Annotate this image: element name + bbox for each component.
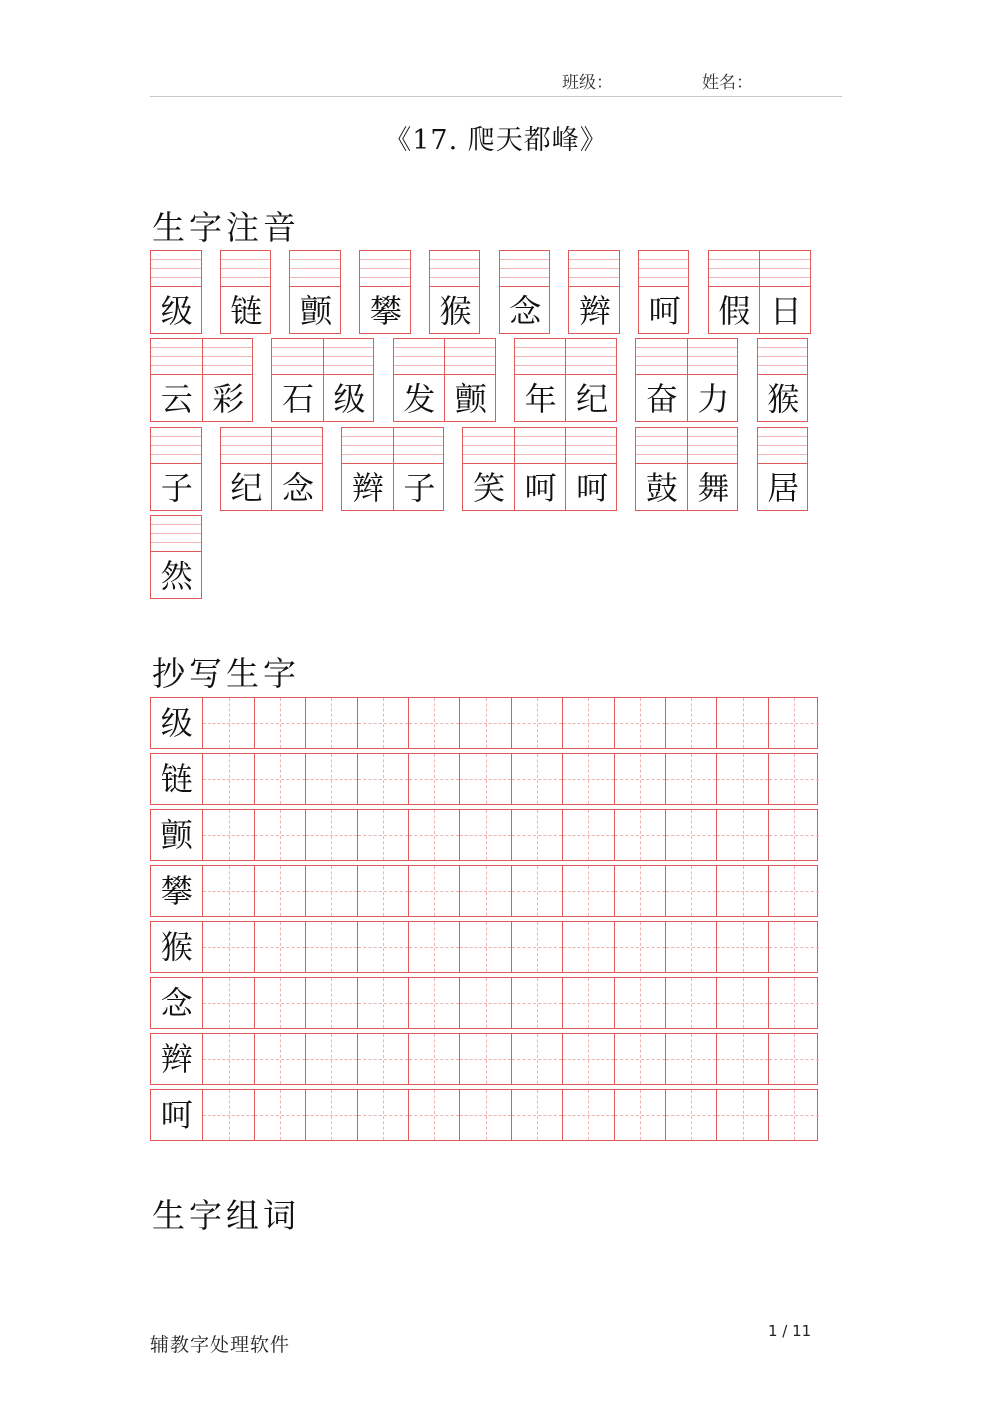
pinyin-box[interactable]: [289, 250, 341, 334]
practice-cell[interactable]: [614, 866, 665, 916]
guide-line-horizontal: [769, 1003, 819, 1004]
practice-cell[interactable]: [768, 754, 819, 804]
pinyin-box[interactable]: [150, 250, 202, 334]
practice-cell[interactable]: [459, 978, 510, 1028]
practice-cell[interactable]: [768, 1034, 819, 1084]
guide-line-horizontal: [512, 1059, 562, 1060]
guide-line-horizontal: [203, 1003, 253, 1004]
pinyin-box[interactable]: [757, 338, 809, 422]
hanzi-character: 级: [160, 704, 193, 742]
practice-cell[interactable]: [408, 810, 459, 860]
guide-line-horizontal: [512, 779, 562, 780]
guide-line-horizontal: [306, 835, 356, 836]
hanzi-character: 链: [230, 292, 263, 330]
pinyin-writing-lines[interactable]: [360, 251, 410, 287]
practice-cell[interactable]: [202, 698, 253, 748]
guide-line-horizontal: [563, 835, 613, 836]
practice-cell[interactable]: [511, 866, 562, 916]
practice-cell[interactable]: [357, 922, 408, 972]
practice-cell[interactable]: [202, 922, 253, 972]
guide-line-horizontal: [512, 835, 562, 836]
guide-line-horizontal: [717, 835, 767, 836]
practice-cell[interactable]: [665, 698, 716, 748]
hanzi-character: 颤: [300, 292, 333, 330]
pinyin-box[interactable]: [359, 250, 411, 334]
guide-line-horizontal: [358, 779, 408, 780]
guide-line-horizontal: [615, 779, 665, 780]
hanzi-character: 级: [333, 380, 366, 418]
guide-line-horizontal: [306, 891, 356, 892]
guide-line-horizontal: [203, 835, 253, 836]
guide-line-horizontal: [666, 779, 716, 780]
guide-line-horizontal: [717, 1003, 767, 1004]
guide-line-horizontal: [255, 835, 305, 836]
guide-line-horizontal: [769, 1115, 819, 1116]
guide-line-horizontal: [769, 723, 819, 724]
guide-line-horizontal: [563, 1003, 613, 1004]
practice-cell[interactable]: [614, 810, 665, 860]
practice-cell[interactable]: [408, 698, 459, 748]
practice-cell[interactable]: [254, 922, 305, 972]
guide-line-horizontal: [409, 1115, 459, 1116]
practice-cell[interactable]: [768, 810, 819, 860]
practice-cell[interactable]: [716, 922, 767, 972]
guide-line-horizontal: [306, 723, 356, 724]
guide-line-horizontal: [306, 1003, 356, 1004]
guide-line-horizontal: [460, 1059, 510, 1060]
guide-line-horizontal: [769, 779, 819, 780]
footer-page-number: 1 / 11: [768, 1322, 812, 1340]
practice-cell[interactable]: [562, 810, 613, 860]
guide-line-horizontal: [203, 1115, 253, 1116]
practice-cell[interactable]: [459, 698, 510, 748]
model-character-cell: [151, 754, 202, 804]
pinyin-writing-lines[interactable]: [151, 516, 201, 552]
guide-line-horizontal: [203, 891, 253, 892]
practice-cell[interactable]: [408, 1090, 459, 1140]
pinyin-box[interactable]: [220, 427, 323, 511]
hanzi-character: 云: [160, 380, 193, 418]
hanzi-character: 彩: [212, 380, 245, 418]
practice-cell[interactable]: [562, 922, 613, 972]
hanzi-character: 级: [160, 292, 193, 330]
practice-cell[interactable]: [357, 810, 408, 860]
guide-line-horizontal: [255, 1115, 305, 1116]
practice-cell[interactable]: [202, 1034, 253, 1084]
hanzi-character: 舞: [697, 469, 730, 507]
guide-line-horizontal: [306, 1059, 356, 1060]
hanzi-character: 攀: [369, 292, 402, 330]
practice-cell[interactable]: [357, 1034, 408, 1084]
practice-cell[interactable]: [305, 866, 356, 916]
practice-cell[interactable]: [202, 978, 253, 1028]
practice-cell[interactable]: [716, 866, 767, 916]
pinyin-box[interactable]: [150, 338, 253, 422]
guide-line-horizontal: [615, 891, 665, 892]
pinyin-writing-lines[interactable]: [500, 251, 550, 287]
practice-cell[interactable]: [357, 1090, 408, 1140]
hanzi-character: 辫: [351, 469, 384, 507]
practice-cell[interactable]: [202, 810, 253, 860]
guide-line-horizontal: [563, 947, 613, 948]
practice-cell[interactable]: [511, 922, 562, 972]
practice-cell[interactable]: [254, 698, 305, 748]
guide-line-horizontal: [306, 779, 356, 780]
practice-cell[interactable]: [202, 1090, 253, 1140]
practice-cell[interactable]: [408, 978, 459, 1028]
guide-line-horizontal: [358, 1115, 408, 1116]
pinyin-writing-lines[interactable]: [639, 251, 689, 287]
practice-cell[interactable]: [665, 754, 716, 804]
practice-row: [150, 697, 818, 749]
practice-cell[interactable]: [357, 978, 408, 1028]
practice-cell[interactable]: [716, 754, 767, 804]
guide-line-horizontal: [615, 835, 665, 836]
guide-line-horizontal: [460, 891, 510, 892]
hanzi-character: 呵: [648, 292, 681, 330]
practice-cell[interactable]: [408, 866, 459, 916]
pinyin-writing-lines[interactable]: [430, 251, 480, 287]
pinyin-writing-lines[interactable]: [151, 251, 201, 287]
hanzi-character: 发: [403, 380, 436, 418]
guide-line-horizontal: [460, 723, 510, 724]
page-title: 《17. 爬天都峰》: [384, 125, 608, 156]
guide-line-horizontal: [203, 779, 253, 780]
model-character-cell: [151, 810, 202, 860]
pinyin-box[interactable]: [429, 250, 481, 334]
hanzi-character: 攀: [160, 872, 193, 910]
section-title-words: 生字组词: [152, 1196, 300, 1235]
guide-line-horizontal: [666, 835, 716, 836]
pinyin-writing-lines[interactable]: [758, 428, 808, 464]
hanzi-character: 纪: [576, 380, 609, 418]
pinyin-box[interactable]: [499, 250, 551, 334]
hanzi-character: 子: [160, 469, 193, 507]
practice-cell[interactable]: [357, 754, 408, 804]
guide-line-horizontal: [666, 1003, 716, 1004]
pinyin-box[interactable]: [635, 338, 738, 422]
pinyin-box[interactable]: [757, 427, 809, 511]
practice-row: [150, 1033, 818, 1085]
guide-line-horizontal: [358, 835, 408, 836]
pinyin-writing-lines[interactable]: [221, 251, 271, 287]
practice-cell[interactable]: [665, 978, 716, 1028]
practice-cell[interactable]: [305, 1090, 356, 1140]
hanzi-character: 石: [282, 380, 315, 418]
guide-line-horizontal: [409, 835, 459, 836]
model-character-cell: [151, 698, 202, 748]
guide-line-horizontal: [255, 947, 305, 948]
guide-line-horizontal: [615, 723, 665, 724]
pinyin-box[interactable]: [514, 338, 617, 422]
guide-line-horizontal: [615, 1115, 665, 1116]
guide-line-horizontal: [717, 723, 767, 724]
hanzi-character: 笑: [473, 469, 506, 507]
pinyin-writing-lines[interactable]: [758, 339, 808, 375]
guide-line-horizontal: [512, 947, 562, 948]
practice-cell[interactable]: [305, 698, 356, 748]
hanzi-character: 日: [769, 292, 802, 330]
hanzi-character: 猴: [767, 380, 800, 418]
pinyin-box[interactable]: [635, 427, 738, 511]
guide-line-horizontal: [666, 891, 716, 892]
guide-line-horizontal: [615, 947, 665, 948]
guide-line-horizontal: [409, 779, 459, 780]
pinyin-box[interactable]: [393, 338, 496, 422]
footer-software: 辅教字处理软件: [150, 1334, 291, 1356]
guide-line-horizontal: [255, 723, 305, 724]
practice-cell[interactable]: [305, 922, 356, 972]
guide-line-horizontal: [409, 947, 459, 948]
practice-cell[interactable]: [254, 810, 305, 860]
practice-cell[interactable]: [562, 754, 613, 804]
practice-row: [150, 753, 818, 805]
practice-cell[interactable]: [254, 1090, 305, 1140]
practice-cell[interactable]: [459, 754, 510, 804]
pinyin-writing-lines[interactable]: [151, 428, 201, 464]
guide-line-horizontal: [358, 891, 408, 892]
guide-line-horizontal: [717, 779, 767, 780]
guide-line-horizontal: [255, 1059, 305, 1060]
practice-cell[interactable]: [562, 1034, 613, 1084]
hanzi-character: 子: [403, 469, 436, 507]
guide-line-horizontal: [563, 723, 613, 724]
guide-line-horizontal: [717, 891, 767, 892]
practice-cell[interactable]: [614, 1090, 665, 1140]
guide-line-horizontal: [666, 1115, 716, 1116]
hanzi-character: 猴: [160, 928, 193, 966]
practice-cell[interactable]: [562, 1090, 613, 1140]
guide-line-horizontal: [769, 1059, 819, 1060]
practice-cell[interactable]: [665, 810, 716, 860]
pinyin-box[interactable]: [638, 250, 690, 334]
guide-line-horizontal: [409, 891, 459, 892]
guide-line-horizontal: [358, 723, 408, 724]
guide-line-horizontal: [255, 779, 305, 780]
practice-cell[interactable]: [202, 866, 253, 916]
practice-row: [150, 977, 818, 1029]
class-label: 班级：: [562, 73, 613, 93]
practice-row: [150, 865, 818, 917]
section-title-copy: 抄写生字: [152, 654, 300, 693]
hanzi-character: 鼓: [645, 469, 678, 507]
hanzi-character: 辫: [578, 292, 611, 330]
pinyin-box[interactable]: [150, 515, 202, 599]
practice-cell[interactable]: [511, 754, 562, 804]
guide-line-horizontal: [615, 1003, 665, 1004]
pinyin-box[interactable]: [220, 250, 272, 334]
hanzi-character: 呵: [160, 1096, 193, 1134]
hanzi-character: 呵: [524, 469, 557, 507]
practice-cell[interactable]: [768, 866, 819, 916]
hanzi-character: 然: [160, 557, 193, 595]
guide-line-horizontal: [306, 947, 356, 948]
pinyin-box[interactable]: [341, 427, 444, 511]
practice-cell[interactable]: [408, 754, 459, 804]
guide-line-horizontal: [666, 947, 716, 948]
practice-cell[interactable]: [614, 1034, 665, 1084]
pinyin-box[interactable]: [271, 338, 374, 422]
hanzi-character: 呵: [576, 469, 609, 507]
guide-line-horizontal: [512, 723, 562, 724]
pinyin-writing-lines[interactable]: [463, 428, 616, 464]
practice-cell[interactable]: [562, 866, 613, 916]
hanzi-character: 颤: [160, 816, 193, 854]
practice-cell[interactable]: [305, 1034, 356, 1084]
guide-line-horizontal: [460, 1115, 510, 1116]
guide-line-horizontal: [460, 779, 510, 780]
guide-line-horizontal: [409, 1059, 459, 1060]
guide-line-horizontal: [255, 891, 305, 892]
model-character-cell: [151, 866, 202, 916]
hanzi-character: 年: [524, 380, 557, 418]
guide-line-horizontal: [255, 1003, 305, 1004]
guide-line-horizontal: [563, 779, 613, 780]
guide-line-horizontal: [460, 947, 510, 948]
practice-cell[interactable]: [254, 1034, 305, 1084]
hanzi-character: 力: [697, 380, 730, 418]
practice-cell[interactable]: [408, 922, 459, 972]
hanzi-character: 纪: [230, 469, 263, 507]
pinyin-writing-lines[interactable]: [290, 251, 340, 287]
practice-cell[interactable]: [716, 978, 767, 1028]
guide-line-horizontal: [769, 947, 819, 948]
pinyin-box[interactable]: [568, 250, 620, 334]
practice-cell[interactable]: [716, 1034, 767, 1084]
pinyin-writing-lines[interactable]: [569, 251, 619, 287]
guide-line-horizontal: [717, 947, 767, 948]
guide-line-horizontal: [563, 1059, 613, 1060]
practice-cell[interactable]: [459, 1090, 510, 1140]
guide-line-horizontal: [358, 1059, 408, 1060]
practice-cell[interactable]: [768, 922, 819, 972]
header-divider: [150, 96, 842, 97]
practice-cell[interactable]: [254, 978, 305, 1028]
hanzi-character: 颤: [454, 380, 487, 418]
guide-line-horizontal: [203, 723, 253, 724]
name-label: 姓名：: [702, 73, 753, 93]
pinyin-box[interactable]: [150, 427, 202, 511]
practice-cell[interactable]: [459, 866, 510, 916]
pinyin-box[interactable]: [708, 250, 811, 334]
hanzi-character: 念: [160, 984, 193, 1022]
practice-cell[interactable]: [716, 810, 767, 860]
practice-cell[interactable]: [357, 866, 408, 916]
hanzi-character: 链: [160, 760, 193, 798]
guide-line-horizontal: [512, 1003, 562, 1004]
practice-cell[interactable]: [768, 1090, 819, 1140]
practice-cell[interactable]: [305, 754, 356, 804]
practice-cell[interactable]: [614, 698, 665, 748]
practice-cell[interactable]: [614, 754, 665, 804]
practice-cell[interactable]: [254, 866, 305, 916]
hanzi-character: 猴: [439, 292, 472, 330]
guide-line-horizontal: [460, 835, 510, 836]
practice-cell[interactable]: [511, 698, 562, 748]
hanzi-character: 居: [767, 469, 800, 507]
practice-cell[interactable]: [614, 922, 665, 972]
hanzi-character: 假: [718, 292, 751, 330]
practice-cell[interactable]: [665, 1090, 716, 1140]
guide-line-horizontal: [512, 891, 562, 892]
guide-line-horizontal: [666, 1059, 716, 1060]
guide-line-horizontal: [409, 723, 459, 724]
practice-cell[interactable]: [665, 922, 716, 972]
practice-cell[interactable]: [305, 978, 356, 1028]
practice-cell[interactable]: [459, 1034, 510, 1084]
guide-line-horizontal: [203, 1059, 253, 1060]
practice-cell[interactable]: [511, 1090, 562, 1140]
hanzi-character: 念: [509, 292, 542, 330]
practice-cell[interactable]: [768, 698, 819, 748]
guide-line-horizontal: [615, 1059, 665, 1060]
practice-row: [150, 809, 818, 861]
guide-line-horizontal: [358, 1003, 408, 1004]
guide-line-horizontal: [717, 1059, 767, 1060]
guide-line-horizontal: [358, 947, 408, 948]
hanzi-character: 奋: [645, 380, 678, 418]
guide-line-horizontal: [563, 1115, 613, 1116]
guide-line-horizontal: [769, 835, 819, 836]
model-character-cell: [151, 1090, 202, 1140]
hanzi-character: 辫: [160, 1040, 193, 1078]
model-character-cell: [151, 1034, 202, 1084]
practice-cell[interactable]: [665, 866, 716, 916]
practice-cell[interactable]: [716, 1090, 767, 1140]
practice-cell[interactable]: [305, 810, 356, 860]
practice-cell[interactable]: [716, 698, 767, 748]
guide-line-horizontal: [717, 1115, 767, 1116]
practice-row: [150, 921, 818, 973]
practice-cell[interactable]: [562, 978, 613, 1028]
pinyin-box[interactable]: [462, 427, 617, 511]
practice-cell[interactable]: [459, 810, 510, 860]
guide-line-horizontal: [460, 1003, 510, 1004]
practice-cell[interactable]: [768, 978, 819, 1028]
practice-row: [150, 1089, 818, 1141]
guide-line-horizontal: [563, 891, 613, 892]
model-character-cell: [151, 922, 202, 972]
practice-cell[interactable]: [614, 978, 665, 1028]
practice-cell[interactable]: [357, 698, 408, 748]
guide-line-horizontal: [666, 723, 716, 724]
practice-cell[interactable]: [254, 754, 305, 804]
guide-line-horizontal: [769, 891, 819, 892]
guide-line-horizontal: [306, 1115, 356, 1116]
model-character-cell: [151, 978, 202, 1028]
practice-cell[interactable]: [202, 754, 253, 804]
section-title-pinyin: 生字注音: [152, 208, 300, 247]
practice-cell[interactable]: [511, 1034, 562, 1084]
practice-cell[interactable]: [511, 978, 562, 1028]
practice-cell[interactable]: [408, 1034, 459, 1084]
practice-cell[interactable]: [665, 1034, 716, 1084]
guide-line-horizontal: [409, 1003, 459, 1004]
practice-cell[interactable]: [562, 698, 613, 748]
guide-line-horizontal: [203, 947, 253, 948]
guide-line-horizontal: [512, 1115, 562, 1116]
practice-cell[interactable]: [511, 810, 562, 860]
hanzi-character: 念: [282, 469, 315, 507]
practice-cell[interactable]: [459, 922, 510, 972]
